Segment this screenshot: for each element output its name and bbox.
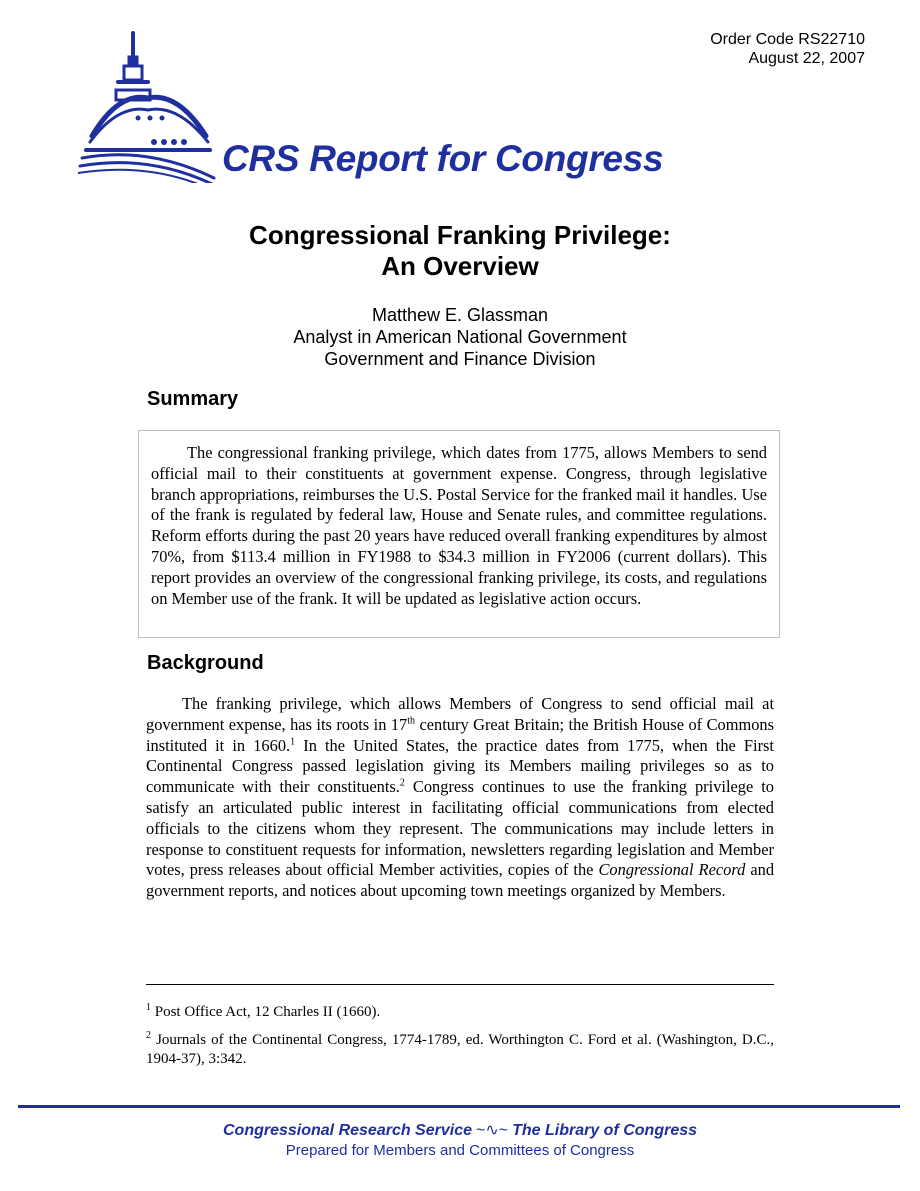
footer-line2: Prepared for Members and Committees of Congress: [285, 1142, 635, 1159]
footnote-2-text: Journals of the Continental Congress, 1774-1789, ed. Worthington C. Ford et al. (Washington, D.C., 1904-37), 3:342.: [146, 1032, 774, 1067]
footer-loc: The Library of Congress: [512, 1122, 698, 1139]
bg-text-3: In the United States, the practice dates from 1775, when the First Continental Congress passed legislation giving its Members mailing privileges so as to communicate with their constituents.: [146, 735, 774, 797]
footer-crs: Congressional Research Service: [222, 1122, 472, 1139]
order-code-block: [710, 30, 865, 68]
report-title-line1: Congressional Franking Privilege:: [249, 220, 671, 250]
bg-text-4: Congress continues to use the franking privilege to satisfy an articulated public interest in facilitating official communications from elected officials to the citizens whom they represent. The communications may include letters in response to constituent requests for information, newsletters regarding legislation and Member votes, press releases about official Member activities, copies of the: [146, 777, 775, 880]
report-date: August 22, 2007: [748, 50, 865, 67]
author-position: Analyst in American National Government: [293, 327, 627, 347]
bg-text-2: century Great Britain; the British House of Commons instituted it in 1660.: [146, 714, 774, 755]
bg-italic-congressional-record: Congressional Record: [598, 860, 746, 880]
background-heading: Background: [147, 652, 264, 674]
report-title-line2: An Overview: [381, 251, 539, 281]
footer: [0, 1120, 920, 1159]
footnotes: [146, 1003, 774, 1078]
report-title: [0, 220, 920, 282]
summary-box: [138, 430, 780, 638]
summary-heading: Summary: [147, 388, 239, 410]
bg-text-1: The franking privilege, which allows Members of Congress to send official mail at government expense, has its roots in 17: [146, 694, 774, 734]
footnote-1-number: 1: [146, 1002, 151, 1013]
bg-text-5: and government reports, and notices about upcoming town meetings organized by Members.: [146, 860, 775, 901]
crs-brand-title: CRS Report for Congress: [222, 138, 664, 179]
author-division: Government and Finance Division: [324, 349, 596, 369]
background-paragraph: [146, 694, 774, 902]
footer-line1: [0, 1120, 920, 1140]
background-body: [146, 694, 774, 902]
summary-text: The congressional franking privilege, which dates from 1775, allows Members to send official mail to their constituents at government expense. Congress, through legislative branch appropriations, reimburses the U.S. Postal Service for the franked mail it handles. Use of the frank is regulated by federal law, House and Senate rules, and committee regulations. Reform efforts during the past 20 years have reduced overall franking expenditures by almost 70%, from $113.4 million in FY1988 to $34.3 million in FY2006 (current dollars). This report provides an overview of the congressional franking privilege, its costs, and regulations on Member use of the frank. It will be updated as legislative action occurs.: [151, 443, 767, 608]
footnote-divider: [146, 984, 774, 985]
author-name: Matthew E. Glassman: [371, 305, 549, 325]
footnote-ref-1[interactable]: 1: [290, 736, 296, 748]
footnote-2-number: 2: [146, 1030, 151, 1041]
order-code: Order Code RS22710: [710, 31, 865, 48]
footnote-1: [146, 1003, 774, 1022]
footnote-ref-2[interactable]: 2: [399, 777, 405, 789]
capitol-dome-icon: [78, 28, 218, 188]
footer-divider: [18, 1105, 900, 1108]
ornament-icon: ~∿~: [476, 1122, 509, 1139]
footnote-1-text: Post Office Act, 12 Charles II (1660).: [151, 1004, 381, 1020]
author-block: [0, 304, 920, 370]
footnote-2: [146, 1031, 774, 1069]
bg-superscript-th: th: [407, 715, 416, 727]
